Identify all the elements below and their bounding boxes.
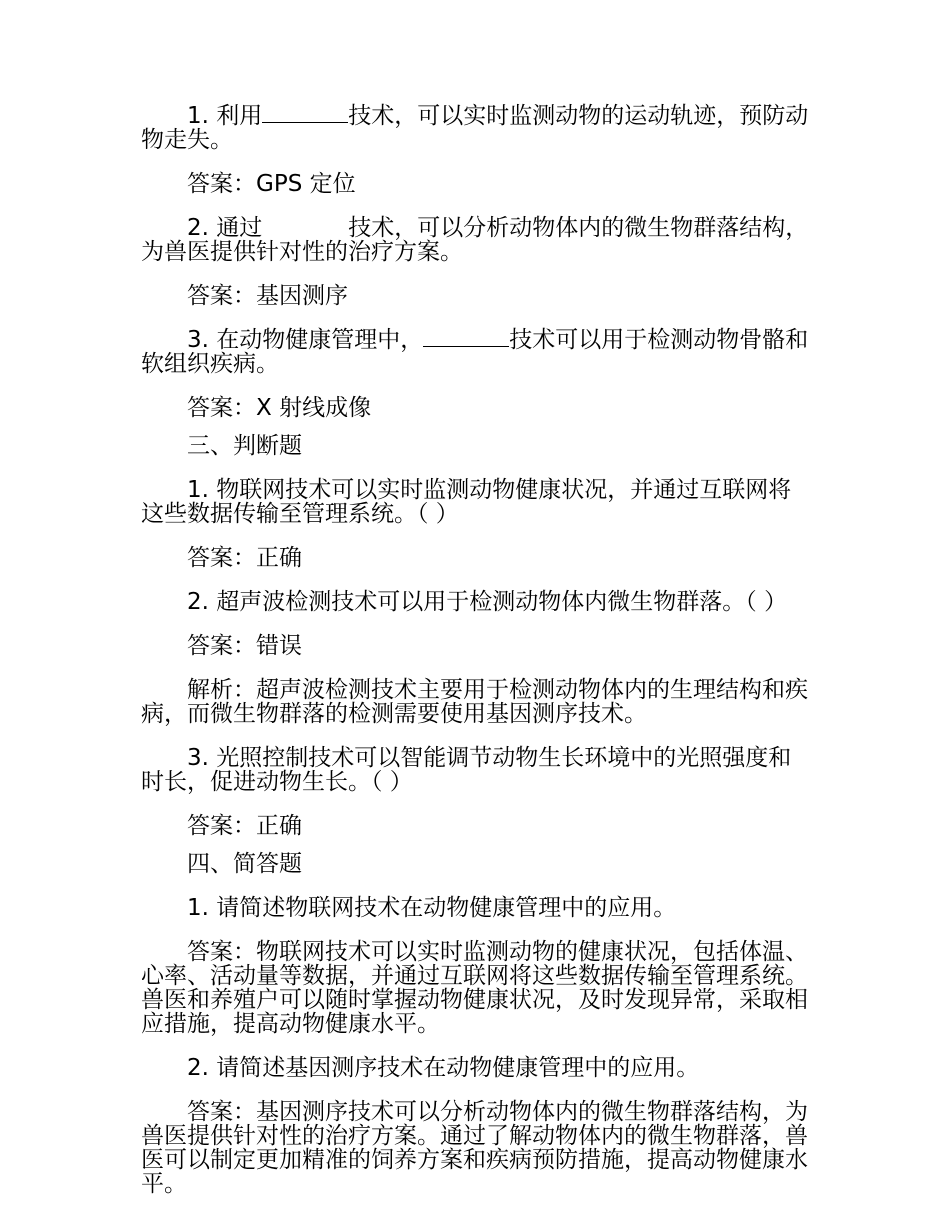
document-body [141, 104, 813, 1196]
answer-3: 答案：X 射线成像 [187, 395, 372, 421]
question-text: 2. 通过 [187, 215, 263, 241]
question-text: 技术，可以实时监测动物的运动轨迹，预防动物走失。 [141, 103, 809, 153]
fill-question-1 [141, 104, 813, 152]
answer-blank [423, 328, 509, 347]
short-answer-1: 答案：物联网技术可以实时监测动物的健康状况，包括体温、心率、活动量等数据，并通过互联网将这些数据传输至管理系统。兽医和养殖户可以随时掌握动物健康状况，及时发现异常，采取相应措施，提高动物健康水平。 [141, 939, 808, 1037]
section-heading-judgement: 三、判断题 [187, 433, 302, 459]
question-text: 1. 利用 [187, 103, 263, 129]
fill-question-2 [141, 216, 813, 264]
question-text: 3. 在动物健康管理中， [187, 327, 424, 353]
judge-answer-3: 答案：正确 [187, 813, 302, 839]
answer-1: 答案：GPS 定位 [187, 171, 356, 197]
answer-2: 答案：基因测序 [187, 283, 348, 309]
fill-question-3 [141, 328, 813, 376]
answer-blank [262, 104, 348, 123]
short-question-2: 2. 请简述基因测序技术在动物健康管理中的应用。 [187, 1055, 700, 1081]
judge-question-3: 3. 光照控制技术可以智能调节动物生长环境中的光照强度和时长，促进动物生长。（ ） [141, 745, 792, 795]
question-text: 技术可以用于检测动物骨骼和软组织疾病。 [141, 327, 809, 377]
judge-question-1: 1. 物联网技术可以实时监测动物健康状况，并通过互联网将这些数据传输至管理系统。（ ） [141, 477, 792, 527]
answer-blank [262, 216, 348, 235]
short-question-1: 1. 请简述物联网技术在动物健康管理中的应用。 [187, 895, 677, 921]
judge-answer-1: 答案：正确 [187, 545, 302, 571]
judge-question-2: 2. 超声波检测技术可以用于检测动物体内微生物群落。（ ） [187, 589, 788, 615]
question-text: 技术，可以分析动物体内的微生物群落结构，为兽医提供针对性的治疗方案。 [141, 215, 809, 265]
short-answer-2: 答案：基因测序技术可以分析动物体内的微生物群落结构，为兽医提供针对性的治疗方案。通过了解动物体内的微生物群落，兽医可以制定更加精准的饲养方案和疾病预防措施，提高动物健康水平。 [141, 1099, 808, 1197]
judge-analysis-2: 解析：超声波检测技术主要用于检测动物体内的生理结构和疾病，而微生物群落的检测需要使用基因测序技术。 [141, 677, 808, 727]
section-heading-short-answer: 四、简答题 [187, 851, 302, 877]
judge-answer-2: 答案：错误 [187, 633, 302, 659]
